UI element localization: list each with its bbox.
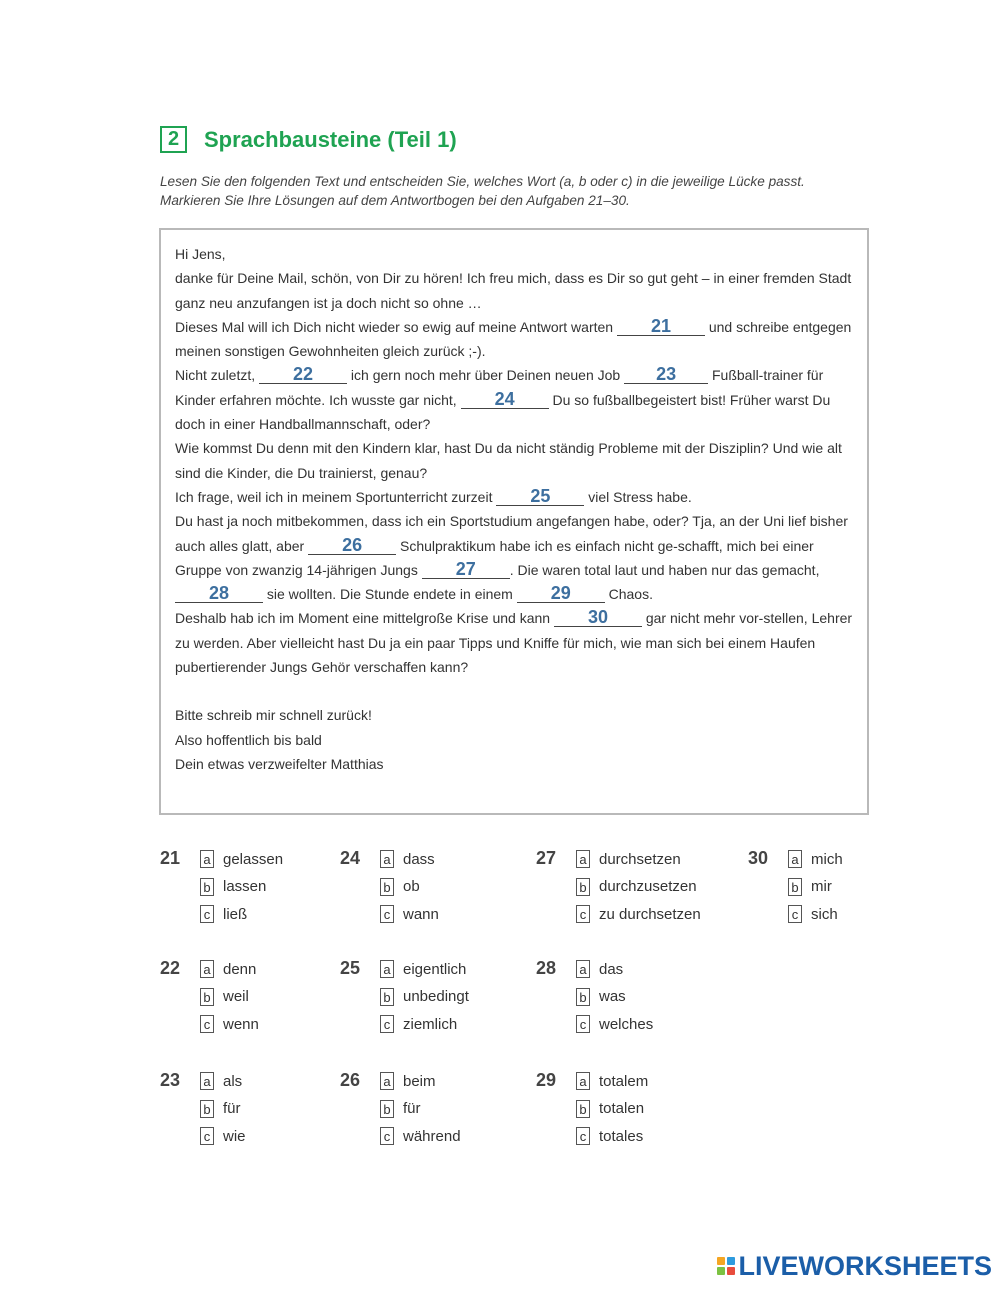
letter-signature: Dein etwas verzweifelter Matthias	[175, 755, 384, 772]
option-checkbox[interactable]: a	[200, 850, 214, 868]
task-29-option-c[interactable]	[576, 1127, 643, 1149]
task-26-option-c[interactable]	[380, 1127, 461, 1149]
letter-text: gar nicht mehr vor-stellen, Lehrer zu werden. Aber vielleicht hast Du ja ein paar Tipps und Kniffe für mich, wie man sich bei einem Haufen pubertierender Jungs Gehör verschaffen kann?	[175, 610, 853, 676]
letter-text: Nicht zuletzt,	[175, 367, 256, 384]
task-26-option-a[interactable]	[380, 1072, 436, 1094]
blank-25[interactable]: 25	[496, 487, 584, 506]
option-label: für	[403, 1100, 421, 1117]
letter-paragraph	[175, 363, 857, 436]
option-label: durchsetzen	[599, 850, 681, 868]
option-checkbox[interactable]: a	[380, 850, 394, 868]
blank-21[interactable]: 21	[617, 317, 705, 336]
option-label: totalen	[599, 1100, 645, 1117]
option-checkbox[interactable]: a	[380, 960, 394, 978]
blank-23[interactable]: 23	[624, 365, 708, 384]
option-label: wann	[403, 905, 439, 923]
option-checkbox[interactable]: b	[576, 878, 590, 896]
letter-greeting: Hi Jens,	[175, 246, 226, 262]
footer-brand	[717, 1251, 992, 1281]
option-label: mir	[811, 878, 832, 895]
task-27-option-c[interactable]	[576, 905, 701, 927]
task-number: 30	[748, 848, 769, 868]
option-checkbox[interactable]: c	[200, 1127, 214, 1145]
task-number: 24	[340, 848, 361, 868]
letter-closing: Bitte schreib mir schnell zurück!	[175, 707, 372, 724]
option-label: das	[599, 960, 624, 978]
option-label: eigentlich	[403, 960, 467, 978]
letter-text: Schulpraktikum habe ich es einfach nicht ge-schafft, mich bei einer Gruppe von zwanzig 14-jährigen Jungs	[175, 537, 814, 578]
task-23-option-a[interactable]	[200, 1072, 242, 1094]
task-28-option-b[interactable]	[576, 988, 626, 1010]
task-26-option-b[interactable]	[380, 1100, 421, 1122]
task-29-option-b[interactable]	[576, 1100, 644, 1122]
option-checkbox[interactable]: c	[576, 905, 590, 923]
option-checkbox[interactable]: a	[576, 850, 590, 868]
letter-text: ich gern noch mehr über Deinen neuen Job	[350, 367, 621, 384]
option-label: durchzusetzen	[599, 878, 697, 895]
task-23-option-c[interactable]	[200, 1127, 246, 1149]
logo-square	[717, 1257, 725, 1265]
section-number: 2	[160, 126, 187, 153]
task-27-option-a[interactable]	[576, 850, 681, 872]
letter-text: Chaos.	[608, 586, 653, 603]
task-22-option-b[interactable]	[200, 988, 249, 1010]
task-number: 25	[340, 958, 361, 978]
option-checkbox[interactable]: c	[380, 1015, 394, 1033]
option-checkbox[interactable]: c	[200, 905, 214, 923]
letter-text: Fußball-trainer für Kinder erfahren möchte. Ich wusste gar nicht,	[175, 367, 824, 408]
instruction-text: Lesen Sie den folgenden Text und entscheiden Sie, welches Wort (a, b oder c) in die jeweilige Lücke passt. Markieren Sie Ihre Lösungen auf dem Antwortbogen bei den Aufgaben 21–30.	[160, 174, 805, 208]
option-checkbox[interactable]: a	[200, 1072, 214, 1090]
letter-text: Ich frage, weil ich in meinem Sportunterricht zurzeit	[175, 488, 493, 505]
letter-text: Deshalb hab ich im Moment eine mittelgroße Krise und kann	[175, 610, 551, 627]
option-checkbox[interactable]: b	[200, 988, 214, 1006]
spacer	[175, 679, 857, 703]
option-label: was	[599, 988, 626, 1005]
blank-29[interactable]: 29	[517, 584, 605, 603]
option-label: wie	[223, 1127, 246, 1145]
task-21-option-a[interactable]	[200, 850, 283, 872]
blank-26[interactable]: 26	[308, 536, 396, 555]
option-checkbox[interactable]: c	[788, 905, 802, 923]
option-checkbox[interactable]: b	[576, 1100, 590, 1118]
option-label: lassen	[223, 878, 267, 895]
option-checkbox[interactable]: a	[788, 850, 802, 868]
option-label: denn	[223, 960, 257, 978]
option-checkbox[interactable]: a	[576, 1072, 590, 1090]
task-30-option-a[interactable]	[788, 850, 843, 872]
option-checkbox[interactable]: a	[576, 960, 590, 978]
blank-30[interactable]: 30	[554, 608, 642, 627]
blank-28[interactable]: 28	[175, 584, 263, 603]
option-label: ziemlich	[403, 1015, 458, 1033]
task-25-option-c[interactable]	[380, 1015, 457, 1037]
letter-text: Du hast ja noch mitbekommen, dass ich ein Sportstudium angefangen habe, oder? Tja, an der Uni lief bisher auch alles glatt, aber	[175, 513, 848, 554]
option-label: totalem	[599, 1072, 649, 1090]
task-27-option-b[interactable]	[576, 878, 697, 900]
letter-paragraph	[175, 606, 857, 679]
option-checkbox[interactable]: b	[200, 878, 214, 896]
task-number: 23	[160, 1070, 181, 1090]
option-label: für	[223, 1100, 241, 1117]
option-checkbox[interactable]: b	[788, 878, 802, 896]
option-label: als	[223, 1072, 243, 1090]
task-24-option-a[interactable]	[380, 850, 435, 872]
task-number: 21	[160, 848, 181, 868]
task-25-option-a[interactable]	[380, 960, 466, 982]
task-28-option-c[interactable]	[576, 1015, 653, 1037]
option-label: unbedingt	[403, 988, 469, 1005]
section-title: Sprachbausteine (Teil 1)	[204, 127, 457, 152]
letter-text: Dieses Mal will ich Dich nicht wieder so ewig auf meine Antwort warten	[175, 318, 614, 335]
option-label: weil	[223, 988, 249, 1005]
logo-square	[727, 1267, 735, 1275]
task-29-option-a[interactable]	[576, 1072, 648, 1094]
task-number: 27	[536, 848, 557, 868]
task-number: 29	[536, 1070, 557, 1090]
option-label: gelassen	[223, 850, 284, 868]
option-checkbox[interactable]: b	[576, 988, 590, 1006]
task-24-option-b[interactable]	[380, 878, 420, 900]
brand-name: LIVEWORKSHEETS	[738, 1250, 992, 1281]
task-24-option-c[interactable]	[380, 905, 439, 927]
letter-paragraph	[175, 315, 857, 364]
blank-27[interactable]: 27	[422, 560, 510, 579]
task-23-option-b[interactable]	[200, 1100, 241, 1122]
letter-text: sie wollten. Die Stunde endete in einem	[266, 586, 513, 603]
letter-box	[159, 228, 869, 815]
option-label: ließ	[223, 905, 248, 923]
option-label: totales	[599, 1127, 644, 1145]
blank-24[interactable]: 24	[461, 390, 549, 409]
blank-22[interactable]: 22	[259, 365, 347, 384]
liveworksheets-logo-icon	[717, 1257, 735, 1275]
letter-paragraph	[175, 485, 857, 509]
option-label: welches	[599, 1015, 654, 1033]
option-label: ob	[403, 878, 420, 895]
letter-text: Du so fußballbegeistert bist! Früher warst Du doch in einer Handballmannschaft, oder?	[175, 391, 831, 433]
task-22-option-a[interactable]	[200, 960, 256, 982]
option-label: zu durchsetzen	[599, 905, 701, 923]
logo-square	[717, 1267, 725, 1275]
task-21-option-b[interactable]	[200, 878, 266, 900]
option-checkbox[interactable]: c	[380, 1127, 394, 1145]
task-number: 28	[536, 958, 557, 978]
task-30-option-b[interactable]	[788, 878, 832, 900]
letter-closing: Also hoffentlich bis bald	[175, 731, 322, 748]
option-checkbox[interactable]: a	[200, 960, 214, 978]
letter-paragraph: danke für Deine Mail, schön, von Dir zu hören! Ich freu mich, dass es Dir so gut geht – in einer fremden Stadt ganz neu anzufangen ist ja doch nicht so ohne …	[175, 270, 852, 311]
task-number: 26	[340, 1070, 361, 1090]
option-checkbox[interactable]: b	[380, 1100, 394, 1118]
option-label: beim	[403, 1072, 436, 1090]
task-number: 22	[160, 958, 181, 978]
option-checkbox[interactable]: a	[380, 1072, 394, 1090]
task-30-option-c[interactable]	[788, 905, 838, 927]
letter-text: . Die waren total laut und haben nur das gemacht,	[509, 561, 820, 578]
letter-paragraph: Wie kommst Du denn mit den Kindern klar, hast Du da nicht ständig Probleme mit der Disziplin? Und wie alt sind die Kinder, die Du trainierst, genau?	[175, 440, 842, 481]
task-25-option-b[interactable]	[380, 988, 469, 1010]
letter-text: viel Stress habe.	[588, 488, 692, 505]
option-checkbox[interactable]: c	[576, 1015, 590, 1033]
task-22-option-c[interactable]	[200, 1015, 259, 1037]
option-label: wenn	[223, 1015, 259, 1033]
option-label: mich	[811, 850, 843, 868]
option-label: sich	[811, 905, 838, 923]
letter-text: und schreibe entgegen meinen sonstigen Gewohnheiten gleich zurück ;-).	[175, 318, 852, 360]
option-checkbox[interactable]: b	[380, 988, 394, 1006]
option-checkbox[interactable]: b	[200, 1100, 214, 1118]
option-checkbox[interactable]: c	[576, 1127, 590, 1145]
logo-square	[727, 1257, 735, 1265]
letter-paragraph	[175, 509, 857, 606]
option-label: dass	[403, 850, 435, 868]
task-28-option-a[interactable]	[576, 960, 623, 982]
option-checkbox[interactable]: b	[380, 878, 394, 896]
option-label: während	[403, 1127, 461, 1145]
option-checkbox[interactable]: c	[200, 1015, 214, 1033]
option-checkbox[interactable]: c	[380, 905, 394, 923]
task-21-option-c[interactable]	[200, 905, 247, 927]
